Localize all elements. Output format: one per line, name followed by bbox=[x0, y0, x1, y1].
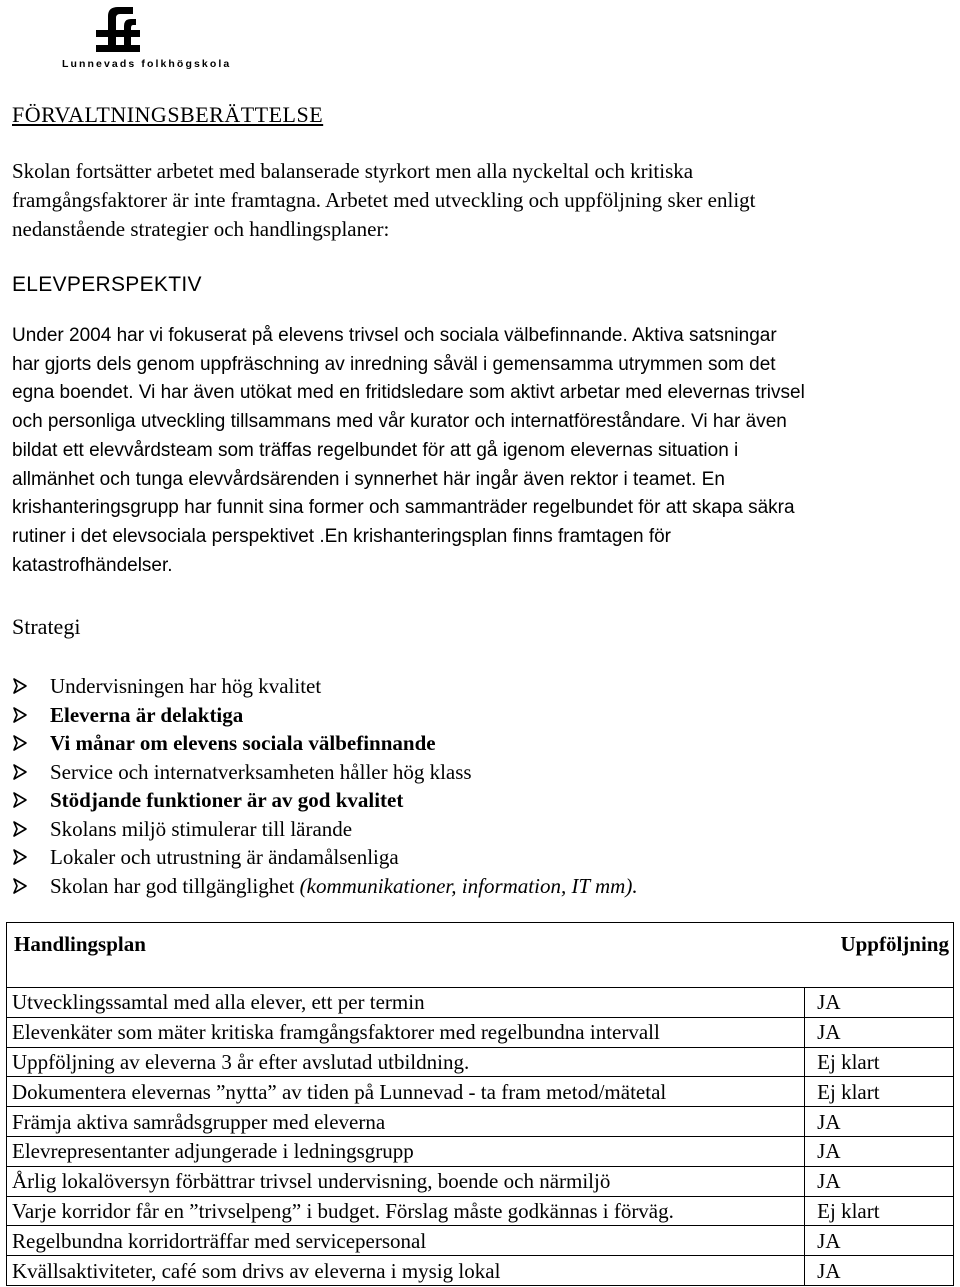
strategy-item-text: Skolan har god tillgänglighet bbox=[50, 873, 300, 898]
strategy-item bbox=[12, 672, 638, 701]
table-row bbox=[7, 1077, 954, 1107]
page-title: FÖRVALTNINGSBERÄTTELSE bbox=[12, 102, 324, 127]
arrowhead-bullet-icon bbox=[12, 820, 28, 838]
arrowhead-bullet-icon bbox=[12, 877, 28, 895]
plan-status-cell: JA bbox=[805, 988, 954, 1018]
body-line: bildat ett elevvårdsteam som träffas regelbundet för att gå igenom elevernas situation i bbox=[12, 439, 739, 461]
table-row bbox=[7, 1196, 954, 1226]
plan-status-cell: JA bbox=[805, 1166, 954, 1196]
body-line: allmänhet och tunga elevvårdsärenden i synnerhet här ingår även rektor i teamet. En bbox=[12, 468, 725, 490]
section-title: ELEVPERSPEKTIV bbox=[12, 273, 202, 296]
plan-activity-cell: Elevenkäter som mäter kritiska framgångsfaktorer med regelbundna intervall bbox=[7, 1017, 805, 1047]
strategy-item bbox=[12, 758, 638, 787]
strategy-item bbox=[12, 786, 638, 815]
plan-status-cell: Ej klart bbox=[805, 1077, 954, 1107]
plan-header-uppfoljning: Uppföljning bbox=[840, 932, 949, 956]
strategy-item bbox=[12, 872, 638, 901]
arrowhead-bullet-icon bbox=[12, 763, 28, 781]
arrowhead-bullet-icon bbox=[12, 791, 28, 809]
table-row bbox=[7, 1256, 954, 1286]
plan-status-cell: Ej klart bbox=[805, 1047, 954, 1077]
plan-table bbox=[6, 987, 954, 1286]
strategy-item-text: Stödjande funktioner är av god kvalitet bbox=[50, 788, 404, 812]
school-logo bbox=[30, 4, 232, 70]
strategy-item bbox=[12, 701, 638, 730]
plan-activity-cell: Årlig lokalöversyn förbättrar trivsel undervisning, boende och närmiljö bbox=[7, 1166, 805, 1196]
plan-status-cell: JA bbox=[805, 1017, 954, 1047]
plan-activity-cell: Elevrepresentanter adjungerade i ledningsgrupp bbox=[7, 1136, 805, 1166]
strategy-item-text: Vi månar om elevens sociala välbefinnande bbox=[50, 731, 436, 755]
arrowhead-bullet-icon bbox=[12, 706, 28, 724]
table-row bbox=[7, 988, 954, 1018]
arrowhead-bullet-icon bbox=[12, 734, 28, 752]
table-row bbox=[7, 1226, 954, 1256]
body-line: har gjorts dels genom uppfräschning av inredning såväl i gemensamma utrymmen som det bbox=[12, 353, 776, 375]
strategy-item bbox=[12, 843, 638, 872]
table-row bbox=[7, 1047, 954, 1077]
plan-status-cell: JA bbox=[805, 1136, 954, 1166]
plan-activity-cell: Kvällsaktiviteter, café som drivs av eleverna i mysig lokal bbox=[7, 1256, 805, 1286]
body-line: egna boendet. Vi har även utökat med en fritidsledare som aktivt arbetar med elevernas trivsel bbox=[12, 382, 805, 404]
arrowhead-bullet-icon bbox=[12, 848, 28, 866]
plan-activity-cell: Uppföljning av eleverna 3 år efter avslutad utbildning. bbox=[7, 1047, 805, 1077]
plan-activity-cell: Regelbundna korridorträffar med servicepersonal bbox=[7, 1226, 805, 1256]
strategy-item-text: Skolans miljö stimulerar till lärande bbox=[50, 816, 353, 841]
intro-line: nedanstående strategier och handlingsplaner: bbox=[12, 217, 390, 241]
strategy-item-text: Undervisningen har hög kvalitet bbox=[50, 674, 322, 698]
strategy-item-text: Eleverna är delaktiga bbox=[50, 702, 244, 727]
plan-activity-cell: Dokumentera elevernas ”nytta” av tiden på Lunnevad - ta fram metod/mätetal bbox=[7, 1077, 805, 1107]
arrowhead-bullet-icon bbox=[12, 677, 28, 695]
logo-wordmark: Lunnevads folkhögskola bbox=[62, 58, 232, 70]
body-line: krishanteringsgrupp har funnit sina former och sammanträder regelbundet för att skapa säkra bbox=[12, 497, 795, 519]
plan-activity-cell: Utvecklingssamtal med alla elever, ett per termin bbox=[7, 988, 805, 1018]
plan-table-header bbox=[6, 922, 954, 988]
plan-header-handlingsplan: Handlingsplan bbox=[14, 932, 146, 956]
plan-activity-cell: Främja aktiva samrådsgrupper med eleverna bbox=[7, 1107, 805, 1137]
table-row bbox=[7, 1017, 954, 1047]
strategy-item-text: Service och internatverksamheten håller hög klass bbox=[50, 759, 472, 784]
body-line: katastrofhändelser. bbox=[12, 554, 173, 576]
plan-status-cell: Ej klart bbox=[805, 1196, 954, 1226]
table-row bbox=[7, 1136, 954, 1166]
strategy-item-italic-suffix: (kommunikationer, information, IT mm). bbox=[299, 873, 638, 898]
plan-status-cell: JA bbox=[805, 1107, 954, 1137]
table-row bbox=[7, 1107, 954, 1137]
body-line: och personliga utveckling tillsammans med vår kurator och internatföreståndare. Vi har även bbox=[12, 411, 787, 433]
table-row bbox=[7, 1166, 954, 1196]
plan-status-cell: JA bbox=[805, 1256, 954, 1286]
lf-monogram-icon bbox=[30, 4, 205, 54]
body-paragraph bbox=[12, 322, 952, 580]
intro-line: framgångsfaktorer är inte framtagna. Arbetet med utveckling och uppföljning sker enligt bbox=[12, 188, 756, 212]
strategy-item bbox=[12, 729, 638, 758]
strategy-title: Strategi bbox=[12, 614, 81, 639]
strategy-item bbox=[12, 815, 638, 844]
body-line: Under 2004 har vi fokuserat på elevens trivsel och sociala välbefinnande. Aktiva satsningar bbox=[12, 325, 777, 346]
strategy-list bbox=[12, 672, 638, 900]
intro-paragraph bbox=[12, 157, 942, 244]
intro-line: Skolan fortsätter arbetet med balanserade styrkort men alla nyckeltal och kritiska bbox=[12, 159, 694, 183]
strategy-item-text: Lokaler och utrustning är ändamålsenliga bbox=[50, 845, 399, 869]
body-line: rutiner i det elevsociala perspektivet .En krishanteringsplan finns framtagen för bbox=[12, 525, 672, 547]
plan-status-cell: JA bbox=[805, 1226, 954, 1256]
plan-activity-cell: Varje korridor får en ”trivselpeng” i budget. Förslag måste godkännas i förväg. bbox=[7, 1196, 805, 1226]
